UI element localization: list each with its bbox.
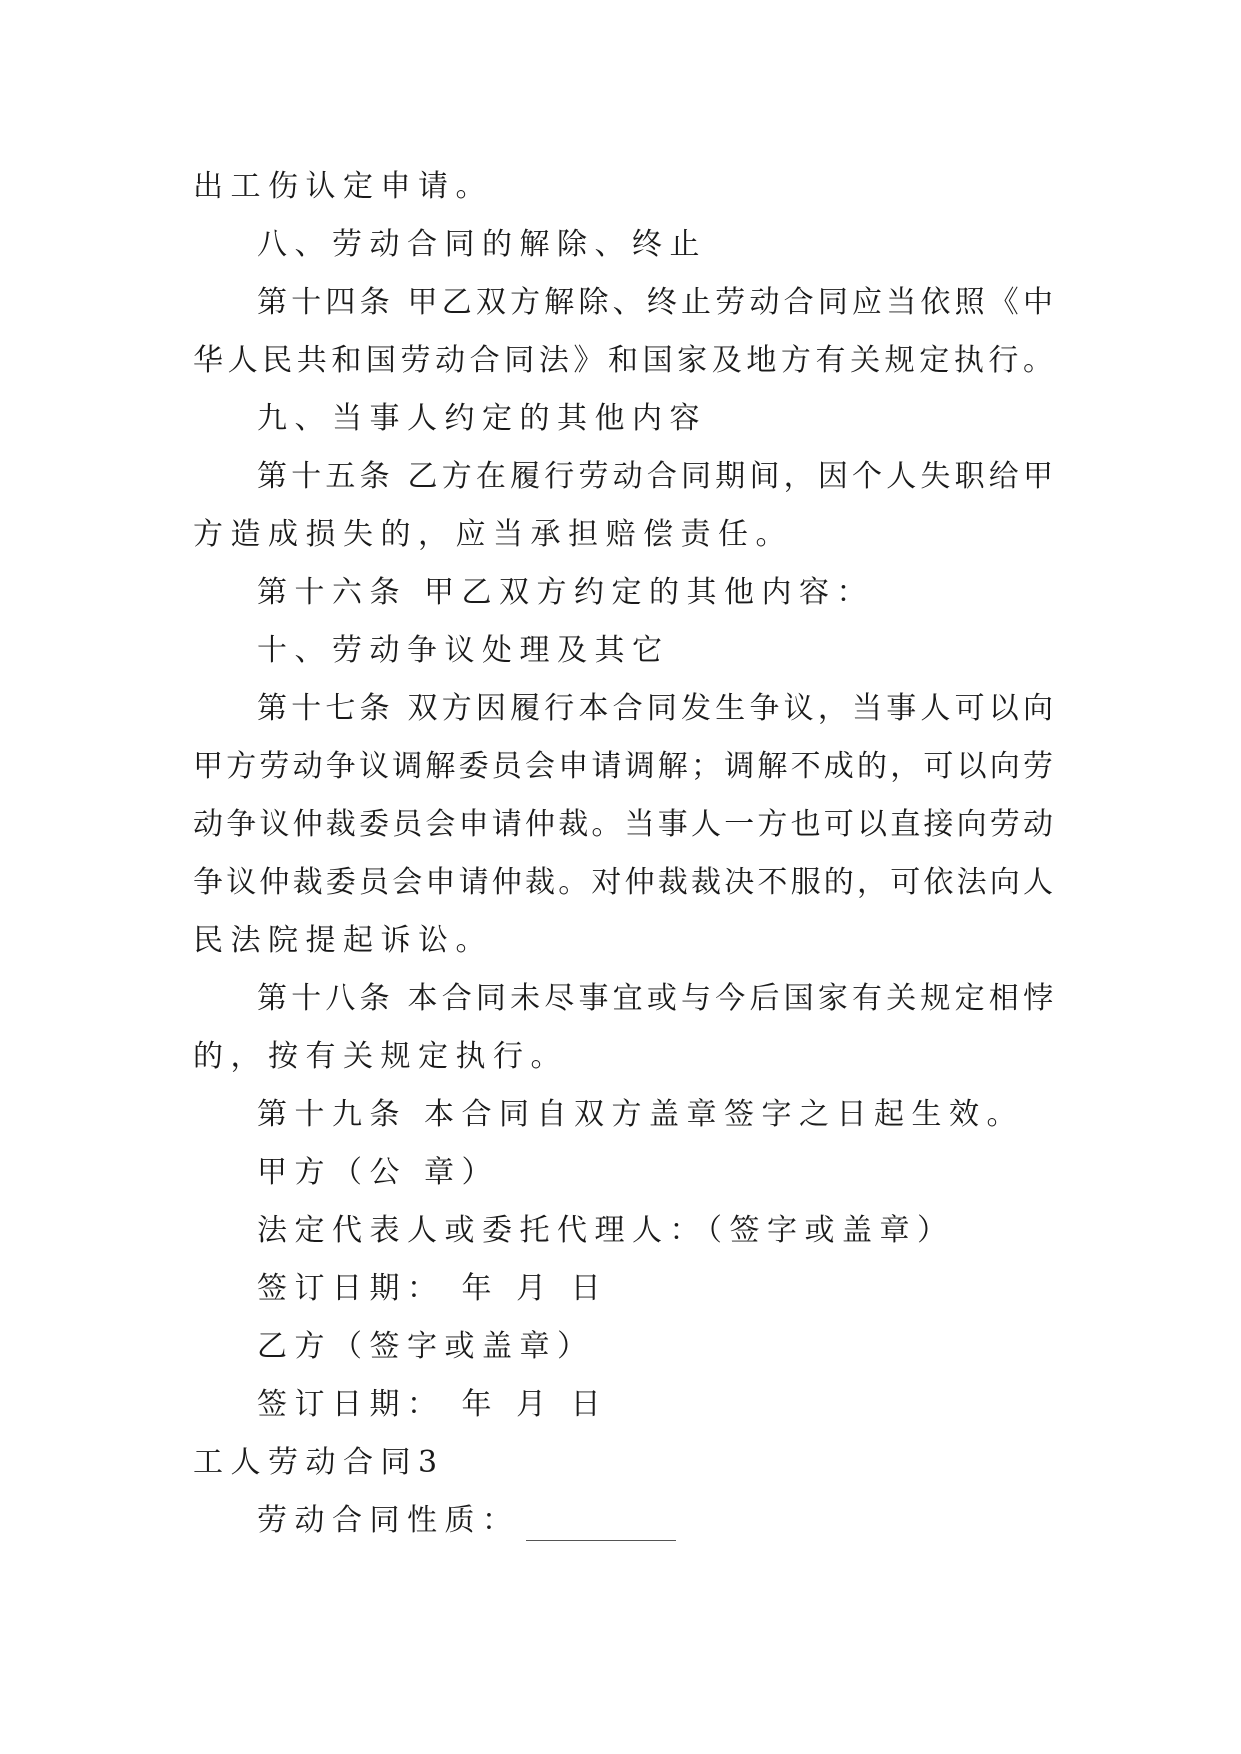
signature-representative: 法定代表人或委托代理人：（签字或盖章） bbox=[257, 1213, 955, 1248]
section-heading: 九、当事人约定的其他内容 bbox=[257, 401, 707, 436]
text-line: 争议仲裁委员会申请仲裁。对仲裁裁决不服的，可依法向人 bbox=[193, 865, 1053, 900]
signing-date-a: 签订日期： 年 月 日 bbox=[257, 1271, 609, 1306]
signing-date-b: 签订日期： 年 月 日 bbox=[257, 1387, 609, 1422]
contract-nature-blank bbox=[526, 1510, 676, 1541]
text-line: 民法院提起诉讼。 bbox=[193, 923, 493, 958]
text-line: 华人民共和国劳动合同法》和国家及地方有关规定执行。 bbox=[193, 343, 1053, 378]
text-line: 甲方劳动争议调解委员会申请调解；调解不成的，可以向劳 bbox=[193, 749, 1053, 784]
section-heading: 八、劳动合同的解除、终止 bbox=[257, 227, 707, 262]
document-title: 工人劳动合同3 bbox=[193, 1445, 445, 1480]
text-line: 出工伤认定申请。 bbox=[193, 169, 493, 204]
article-line: 第十七条 双方因履行本合同发生争议，当事人可以向 bbox=[257, 691, 1053, 726]
section-heading: 十、劳动争议处理及其它 bbox=[257, 633, 670, 668]
text-line: 方造成损失的，应当承担赔偿责任。 bbox=[193, 517, 793, 552]
signature-party-b: 乙方（签字或盖章） bbox=[257, 1329, 595, 1364]
article-line: 第十六条 甲乙双方约定的其他内容： bbox=[257, 575, 875, 610]
article-line: 第十八条 本合同未尽事宜或与今后国家有关规定相悖 bbox=[257, 981, 1053, 1016]
text-line: 的，按有关规定执行。 bbox=[193, 1039, 568, 1074]
text-line: 动争议仲裁委员会申请仲裁。当事人一方也可以直接向劳动 bbox=[193, 807, 1053, 842]
article-line: 第十四条 甲乙双方解除、终止劳动合同应当依照《中 bbox=[257, 285, 1053, 320]
contract-nature-field bbox=[257, 1501, 1053, 1541]
signature-party-a: 甲方（公 章） bbox=[257, 1155, 500, 1190]
contract-nature-label: 劳动合同性质： bbox=[257, 1503, 520, 1538]
article-line: 第十五条 乙方在履行劳动合同期间，因个人失职给甲 bbox=[257, 459, 1053, 494]
article-line: 第十九条 本合同自双方盖章签字之日起生效。 bbox=[257, 1097, 1025, 1132]
